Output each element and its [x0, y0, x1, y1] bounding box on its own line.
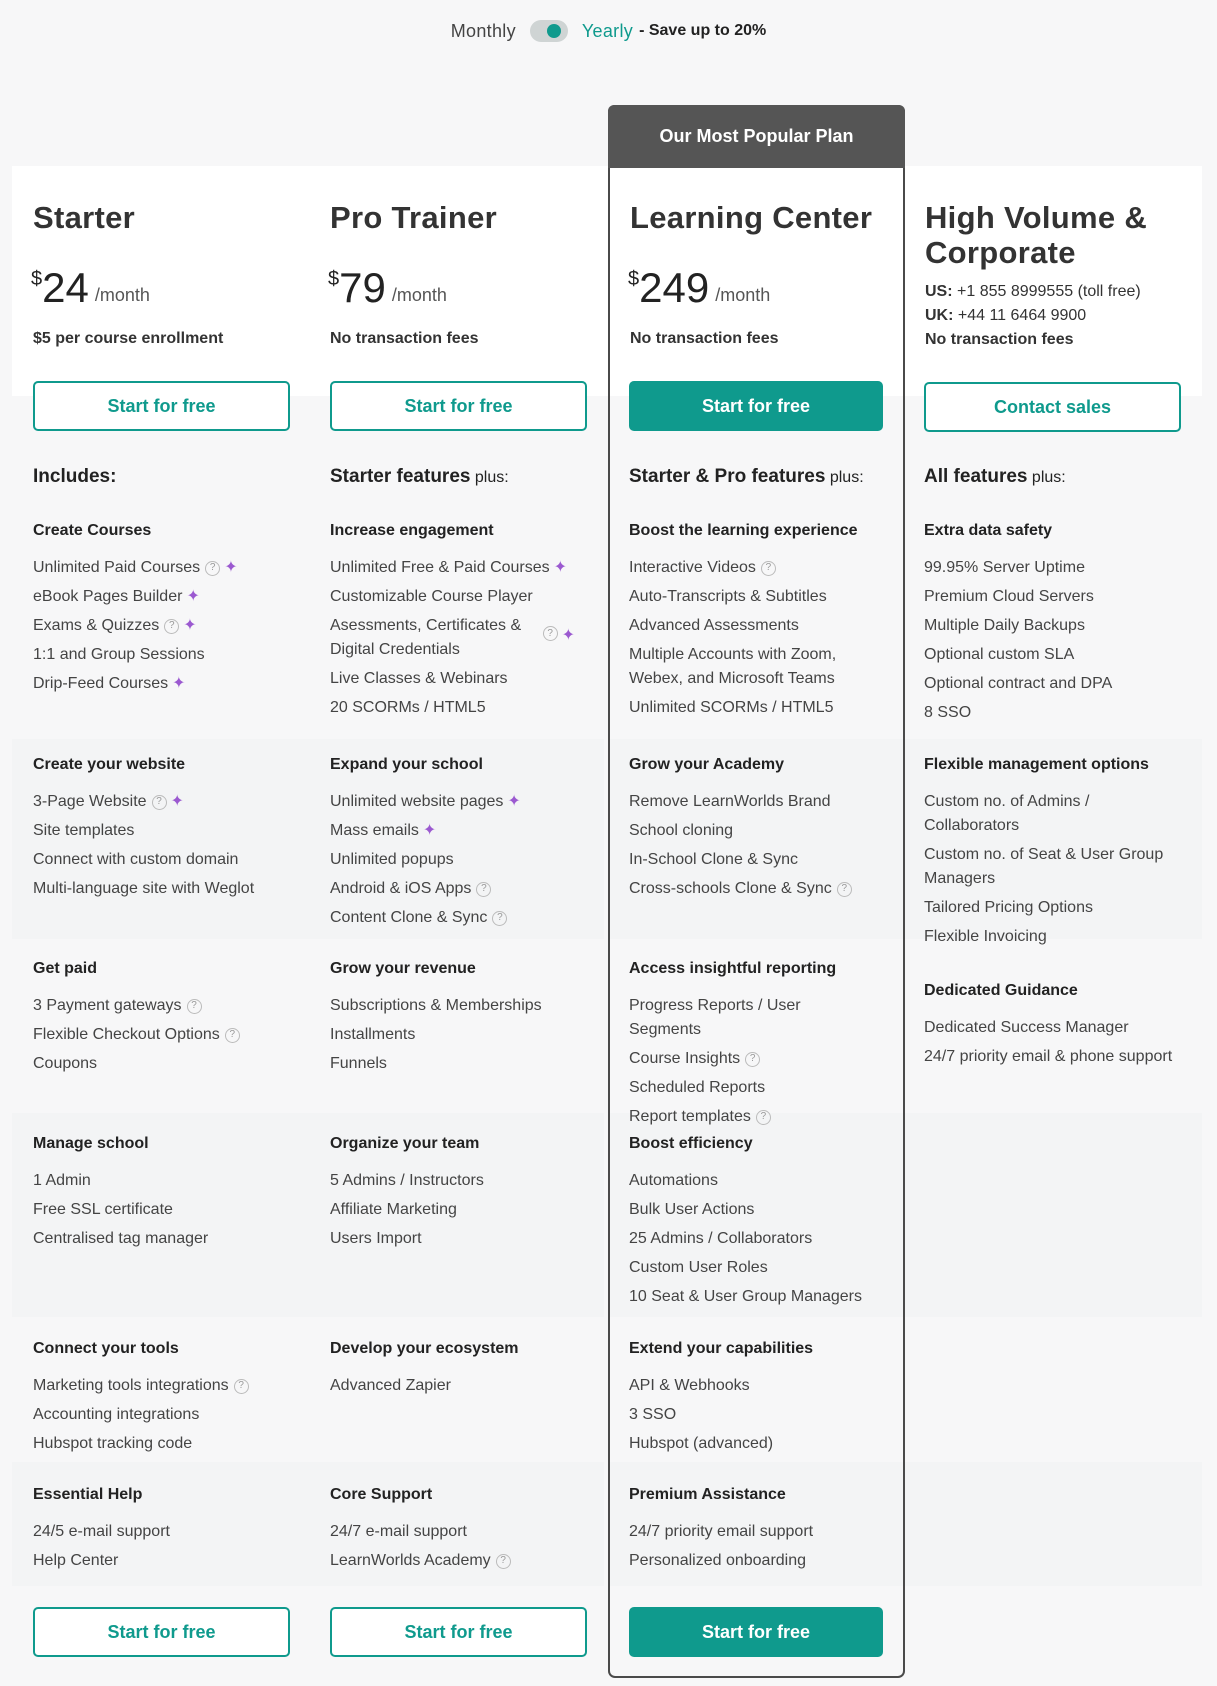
feature-label: 24/5 e-mail support — [33, 1523, 170, 1540]
feature-item — [924, 585, 1186, 609]
plan-name: Learning Center — [630, 200, 873, 235]
feature-label: Interactive Videos — [629, 559, 756, 576]
price-amount: 24 — [42, 264, 89, 311]
ai-sparkle-icon: ✦ — [170, 793, 184, 810]
popular-plan-banner: Our Most Popular Plan — [608, 105, 905, 168]
feature-item — [629, 1169, 874, 1193]
feature-list — [33, 1520, 278, 1578]
ai-sparkle-icon: ✦ — [507, 793, 521, 810]
feature-item — [330, 1227, 575, 1251]
feature-list — [924, 790, 1186, 954]
feature-item — [330, 1169, 575, 1193]
feature-label: Multiple Daily Backups — [924, 617, 1085, 634]
feature-label: Connect with custom domain — [33, 851, 239, 868]
plan-name: Starter — [33, 200, 136, 235]
section-title: Boost the learning experience — [629, 522, 858, 539]
help-tooltip-icon[interactable]: ? — [756, 1110, 771, 1125]
feature-label: Help Center — [33, 1552, 119, 1569]
includes-text: Includes: — [33, 466, 117, 487]
feature-list — [924, 556, 1186, 730]
start-for-free-button[interactable]: Start for free — [330, 381, 587, 431]
feature-label: 5 Admins / Instructors — [330, 1172, 484, 1189]
feature-label: Affiliate Marketing — [330, 1201, 457, 1218]
section-title: Develop your ecosystem — [330, 1340, 519, 1357]
ai-sparkle-icon: ✦ — [183, 617, 197, 634]
feature-label: Users Import — [330, 1230, 422, 1247]
feature-label: Mass emails — [330, 822, 419, 839]
help-tooltip-icon[interactable]: ? — [234, 1379, 249, 1394]
plan-learning-center — [628, 200, 884, 347]
feature-item — [330, 556, 575, 580]
plan-fee-note: $5 per course enrollment — [33, 330, 224, 347]
feature-label: Dedicated Success Manager — [924, 1019, 1129, 1036]
help-tooltip-icon[interactable]: ? — [496, 1554, 511, 1569]
feature-item — [330, 1023, 575, 1047]
feature-label: Hubspot tracking code — [33, 1435, 193, 1452]
feature-label: eBook Pages Builder — [33, 588, 183, 605]
plan-fee-note: No transaction fees — [330, 330, 479, 347]
feature-item — [629, 1105, 874, 1129]
feature-item — [33, 877, 278, 901]
feature-item — [629, 1403, 874, 1427]
plan-fee-note: No transaction fees — [630, 330, 779, 347]
start-for-free-button-bottom[interactable]: Start for free — [330, 1607, 587, 1657]
switch-knob — [547, 24, 561, 38]
yearly-label[interactable]: Yearly — [581, 20, 634, 41]
feature-list — [330, 1374, 575, 1403]
price-currency: $ — [628, 268, 640, 290]
feature-label: Automations — [629, 1172, 718, 1189]
feature-item — [33, 585, 278, 609]
feature-list — [330, 994, 575, 1081]
feature-item — [330, 1052, 575, 1076]
feature-item — [629, 877, 874, 901]
feature-label: Accounting integrations — [33, 1406, 200, 1423]
feature-item — [330, 906, 575, 930]
feature-item — [330, 790, 575, 814]
includes-text: Starter features — [330, 466, 471, 487]
billing-period-switch[interactable] — [530, 20, 568, 42]
feature-item — [629, 1198, 874, 1222]
feature-list — [330, 1520, 575, 1578]
feature-label: 1:1 and Group Sessions — [33, 646, 205, 663]
help-tooltip-icon[interactable]: ? — [205, 561, 220, 576]
feature-label: Premium Cloud Servers — [924, 588, 1094, 605]
feature-item — [33, 1169, 278, 1193]
feature-label: Marketing tools integrations — [33, 1377, 229, 1394]
start-for-free-button-bottom[interactable]: Start for free — [629, 1607, 883, 1657]
help-tooltip-icon[interactable]: ? — [745, 1052, 760, 1067]
feature-label: API & Webhooks — [629, 1377, 750, 1394]
feature-list — [33, 994, 278, 1081]
feature-label: Hubspot (advanced) — [629, 1435, 774, 1452]
feature-item — [924, 672, 1186, 696]
section-title: Core Support — [330, 1486, 433, 1503]
contact-us-label: US: — [925, 283, 953, 300]
start-for-free-button[interactable]: Start for free — [629, 381, 883, 431]
sales-contact — [925, 280, 1141, 352]
feature-label: Multi-language site with Weglot — [33, 880, 255, 897]
feature-item — [33, 819, 278, 843]
feature-label: Advanced Zapier — [330, 1377, 451, 1394]
feature-label: Custom User Roles — [629, 1259, 768, 1276]
feature-label: Android & iOS Apps — [330, 880, 472, 897]
save-note: - Save up to 20% — [639, 22, 767, 39]
price-period: /month — [94, 285, 150, 305]
feature-label: Coupons — [33, 1055, 98, 1072]
feature-list — [629, 556, 874, 725]
feature-label: 20 SCORMs / HTML5 — [330, 699, 486, 716]
plan-price — [31, 265, 150, 311]
feature-label: Centralised tag manager — [33, 1230, 209, 1247]
feature-label: Site templates — [33, 822, 135, 839]
help-tooltip-icon[interactable]: ? — [187, 999, 202, 1014]
feature-label: Remove LearnWorlds Brand — [629, 793, 831, 810]
feature-label: Multiple Accounts with Zoom, Webex, and Microsoft Teams — [629, 646, 837, 687]
ai-sparkle-icon: ✦ — [553, 559, 568, 576]
feature-list — [330, 556, 575, 725]
feature-item — [33, 994, 278, 1018]
ai-sparkle-icon: ✦ — [186, 588, 200, 605]
feature-item — [924, 701, 1186, 725]
feature-label: 24/7 priority email support — [629, 1523, 814, 1540]
feature-label: Unlimited Paid Courses — [33, 559, 201, 576]
feature-item — [924, 556, 1186, 580]
feature-list — [629, 1374, 874, 1461]
feature-label: Optional contract and DPA — [924, 675, 1113, 692]
ai-sparkle-icon: ✦ — [561, 627, 575, 644]
feature-label: Auto-Transcripts & Subtitles — [629, 588, 827, 605]
feature-item — [629, 696, 874, 720]
feature-label: Customizable Course Player — [330, 588, 533, 605]
plan-high-volume — [925, 200, 1190, 348]
feature-label: Installments — [330, 1026, 416, 1043]
help-tooltip-icon[interactable]: ? — [476, 882, 491, 897]
feature-item — [629, 1549, 874, 1573]
section-title: Create your website — [33, 756, 186, 773]
feature-label: Live Classes & Webinars — [330, 670, 508, 687]
feature-item — [33, 1023, 278, 1047]
help-tooltip-icon[interactable]: ? — [761, 561, 776, 576]
feature-item — [330, 877, 575, 901]
feature-label: 99.95% Server Uptime — [924, 559, 1085, 576]
feature-item — [330, 696, 575, 720]
section-title: Expand your school — [330, 756, 483, 773]
includes-heading — [33, 466, 116, 488]
section-title: Connect your tools — [33, 1340, 179, 1357]
feature-item — [629, 643, 874, 691]
feature-item — [33, 1520, 278, 1544]
feature-item — [629, 1285, 874, 1309]
feature-list — [924, 1016, 1186, 1074]
feature-label: School cloning — [629, 822, 734, 839]
feature-item — [629, 1076, 874, 1100]
feature-label: 25 Admins / Collaborators — [629, 1230, 813, 1247]
start-for-free-button-bottom[interactable]: Start for free — [33, 1607, 290, 1657]
feature-item — [924, 1016, 1186, 1040]
ai-sparkle-icon: ✦ — [224, 559, 238, 576]
feature-item — [629, 556, 874, 580]
feature-list — [629, 994, 874, 1134]
feature-item — [330, 614, 575, 662]
section-title: Increase engagement — [330, 522, 494, 539]
feature-item — [33, 790, 278, 814]
feature-label: Bulk User Actions — [629, 1201, 755, 1218]
feature-item — [629, 790, 874, 814]
section-title: Extend your capabilities — [629, 1340, 814, 1357]
help-tooltip-icon[interactable]: ? — [152, 795, 167, 810]
help-tooltip-icon[interactable]: ? — [225, 1028, 240, 1043]
feature-label: Unlimited website pages — [330, 793, 504, 810]
section-title: Access insightful reporting — [629, 960, 837, 977]
price-amount: 249 — [639, 264, 710, 311]
price-currency: $ — [31, 268, 43, 290]
plan-starter — [31, 200, 295, 347]
feature-label: Progress Reports / User Segments — [629, 997, 801, 1038]
feature-item — [629, 1374, 874, 1398]
includes-heading — [629, 466, 864, 488]
feature-label: 10 Seat & User Group Managers — [629, 1288, 863, 1305]
feature-item — [33, 1227, 278, 1251]
contact-sales-button[interactable]: Contact sales — [924, 382, 1181, 432]
feature-label: LearnWorlds Academy — [330, 1552, 491, 1569]
feature-item — [629, 614, 874, 638]
feature-label: Unlimited Free & Paid Courses — [330, 559, 550, 576]
feature-label: Flexible Invoicing — [924, 928, 1047, 945]
section-title: Grow your Academy — [629, 756, 785, 773]
includes-plus: plus: — [825, 469, 864, 486]
feature-label: Unlimited popups — [330, 851, 454, 868]
feature-label: Unlimited SCORMs / HTML5 — [629, 699, 834, 716]
feature-item — [33, 1403, 278, 1427]
feature-label: 3 Payment gateways — [33, 997, 182, 1014]
feature-item — [629, 848, 874, 872]
feature-item — [330, 848, 575, 872]
feature-item — [629, 585, 874, 609]
feature-item — [924, 614, 1186, 638]
feature-item — [330, 1520, 575, 1544]
includes-heading — [924, 466, 1066, 488]
feature-label: Content Clone & Sync — [330, 909, 488, 926]
feature-item — [33, 1549, 278, 1573]
section-title: Extra data safety — [924, 522, 1053, 539]
help-tooltip-icon[interactable]: ? — [492, 911, 507, 926]
feature-item — [629, 1256, 874, 1280]
section-title: Premium Assistance — [629, 1486, 786, 1503]
feature-label: Cross-schools Clone & Sync — [629, 880, 832, 897]
includes-plus: plus: — [470, 469, 509, 486]
includes-plus: plus: — [1027, 469, 1066, 486]
plan-price — [328, 265, 447, 311]
feature-item — [924, 843, 1186, 891]
monthly-label[interactable]: Monthly — [450, 20, 516, 41]
ai-sparkle-icon: ✦ — [422, 822, 437, 839]
feature-label: Subscriptions & Memberships — [330, 997, 542, 1014]
feature-item — [629, 1432, 874, 1456]
feature-list — [330, 1169, 575, 1256]
feature-item — [330, 667, 575, 691]
feature-item — [33, 614, 278, 638]
feature-item — [330, 1549, 575, 1573]
feature-item — [924, 790, 1186, 838]
feature-item — [924, 925, 1186, 949]
plan-fee-note: No transaction fees — [925, 331, 1074, 348]
feature-label: 3 SSO — [629, 1406, 677, 1423]
feature-label: Free SSL certificate — [33, 1201, 173, 1218]
feature-label: Drip-Feed Courses — [33, 675, 169, 692]
section-title: Manage school — [33, 1135, 149, 1152]
feature-label: 1 Admin — [33, 1172, 91, 1189]
feature-item — [924, 896, 1186, 920]
feature-label: 8 SSO — [924, 704, 972, 721]
feature-label: 24/7 priority email & phone support — [924, 1048, 1173, 1065]
feature-item — [33, 1052, 278, 1076]
feature-label: In-School Clone & Sync — [629, 851, 798, 868]
plan-price — [628, 265, 770, 311]
feature-item — [629, 994, 874, 1042]
feature-item — [924, 1045, 1186, 1069]
plan-name: High Volume & Corporate — [925, 200, 1148, 270]
feature-item — [33, 848, 278, 872]
section-title: Create Courses — [33, 522, 152, 539]
section-title: Essential Help — [33, 1486, 143, 1503]
section-title: Organize your team — [330, 1135, 480, 1152]
start-for-free-button[interactable]: Start for free — [33, 381, 290, 431]
section-title: Boost efficiency — [629, 1135, 753, 1152]
feature-item — [330, 1374, 575, 1398]
feature-label: Course Insights — [629, 1050, 741, 1067]
section-title: Flexible management options — [924, 756, 1149, 773]
feature-list — [330, 790, 575, 935]
feature-item — [330, 1198, 575, 1222]
feature-label: Tailored Pricing Options — [924, 899, 1093, 916]
section-title: Dedicated Guidance — [924, 982, 1078, 999]
feature-item — [629, 1047, 874, 1071]
feature-item — [33, 672, 278, 696]
feature-label: Flexible Checkout Options — [33, 1026, 220, 1043]
feature-label: 3-Page Website — [33, 793, 147, 810]
price-period: /month — [391, 285, 447, 305]
feature-label: Funnels — [330, 1055, 387, 1072]
feature-item — [33, 643, 278, 667]
feature-label: Optional custom SLA — [924, 646, 1075, 663]
feature-list — [33, 1374, 278, 1461]
includes-heading — [330, 466, 509, 488]
price-period: /month — [715, 285, 771, 305]
price-amount: 79 — [339, 264, 386, 311]
section-title: Get paid — [33, 960, 98, 977]
feature-item — [330, 994, 575, 1018]
help-tooltip-icon[interactable]: ? — [164, 619, 179, 634]
includes-text: All features — [924, 466, 1028, 487]
contact-uk-line — [925, 304, 1141, 328]
feature-item — [33, 1374, 278, 1398]
feature-item — [330, 585, 575, 609]
includes-text: Starter & Pro features — [629, 466, 826, 487]
feature-item — [629, 1520, 874, 1544]
feature-list — [33, 556, 278, 701]
feature-item — [33, 556, 278, 580]
plan-name: Pro Trainer — [330, 200, 497, 235]
feature-label: Report templates — [629, 1108, 751, 1125]
help-tooltip-icon[interactable]: ? — [837, 882, 852, 897]
feature-item — [33, 1432, 278, 1456]
billing-toggle-row — [0, 20, 1217, 42]
feature-list — [33, 790, 278, 906]
feature-label: Custom no. of Seat & User Group Managers — [924, 846, 1164, 887]
feature-item — [330, 819, 575, 843]
feature-label: 24/7 e-mail support — [330, 1523, 467, 1540]
feature-item — [33, 1198, 278, 1222]
feature-label: Exams & Quizzes — [33, 617, 160, 634]
feature-list — [629, 1169, 874, 1314]
contact-uk-label: UK: — [925, 307, 954, 324]
feature-label: Personalized onboarding — [629, 1552, 807, 1569]
feature-label: Custom no. of Admins / Collaborators — [924, 793, 1090, 834]
section-title: Grow your revenue — [330, 960, 476, 977]
price-currency: $ — [328, 268, 340, 290]
feature-item — [629, 1227, 874, 1251]
feature-item — [629, 819, 874, 843]
feature-item — [924, 643, 1186, 667]
help-tooltip-icon[interactable]: ? — [543, 626, 558, 641]
feature-list — [629, 790, 874, 906]
ai-sparkle-icon: ✦ — [172, 675, 186, 692]
feature-label: Asessments, Certificates & Digital Credentials — [330, 617, 522, 658]
contact-uk-phone[interactable]: +44 11 6464 9900 — [953, 307, 1087, 324]
contact-us-line — [925, 280, 1141, 304]
feature-label: Advanced Assessments — [629, 617, 799, 634]
feature-label: Scheduled Reports — [629, 1079, 766, 1096]
feature-list — [629, 1520, 874, 1578]
contact-us-phone[interactable]: +1 855 8999555 (toll free) — [952, 283, 1141, 300]
plan-pro-trainer — [328, 200, 592, 347]
feature-list — [33, 1169, 278, 1256]
